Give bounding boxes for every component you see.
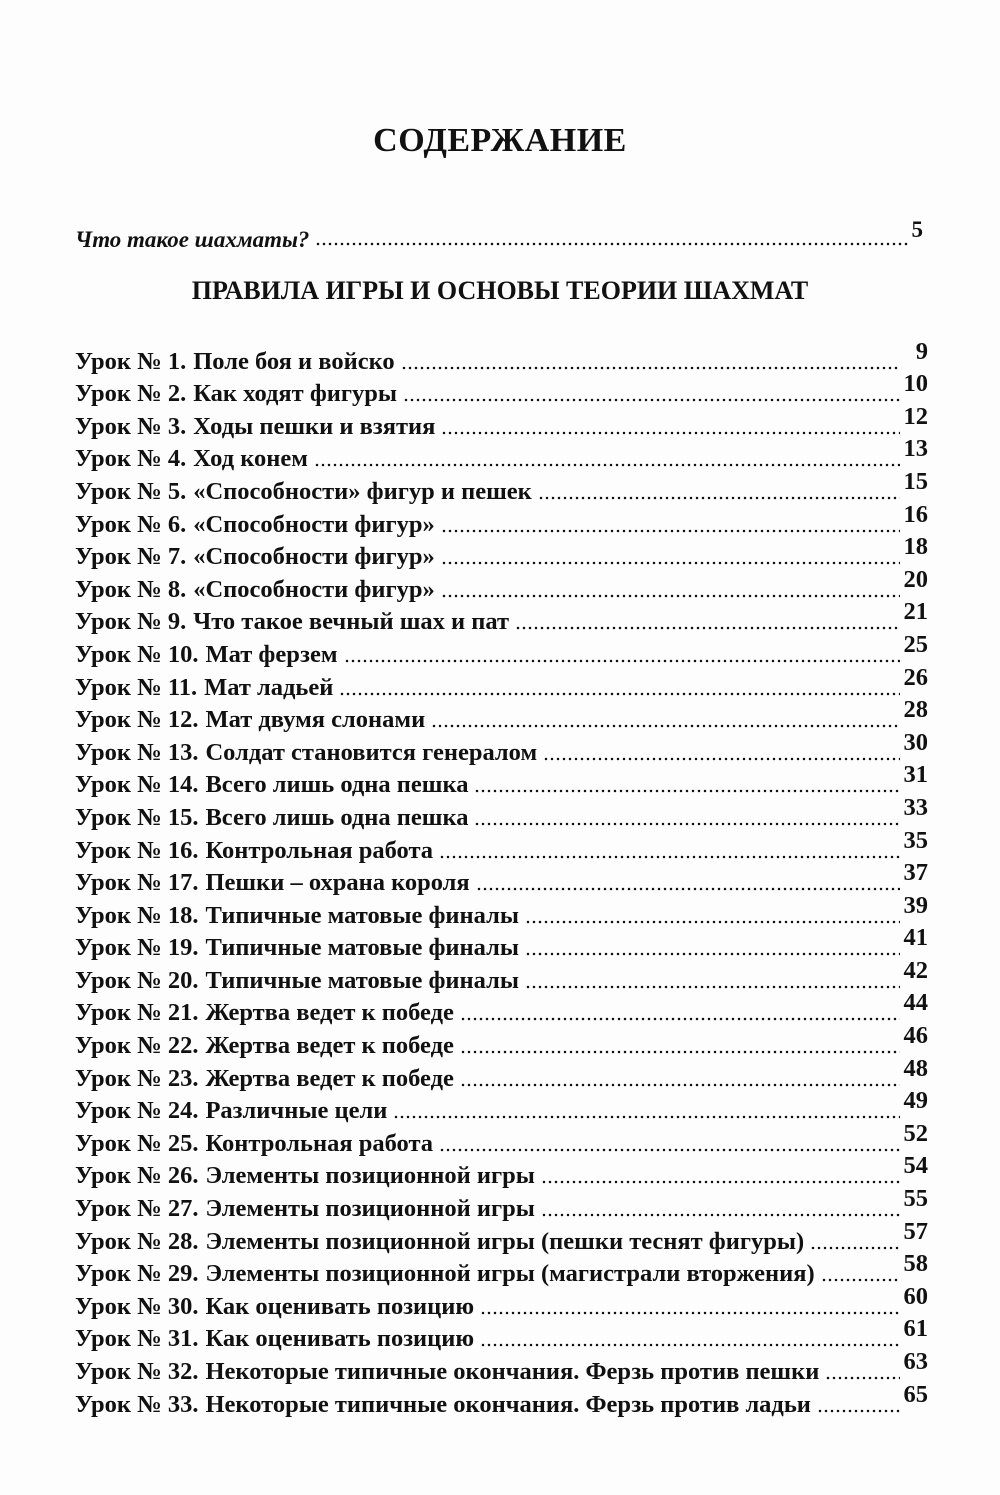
toc-entry[interactable] (75, 370, 928, 409)
lesson-number: Урок № 6. (75, 510, 187, 538)
dot-leader (538, 495, 900, 501)
toc-entry[interactable] (75, 337, 928, 376)
page-number: 42 (903, 956, 928, 984)
dot-leader (825, 1375, 899, 1381)
toc-entry[interactable] (75, 1250, 928, 1289)
lesson-number: Урок № 29. (75, 1260, 199, 1288)
lesson-number: Урок № 9. (75, 608, 187, 636)
dot-leader (441, 560, 900, 566)
lesson-number: Урок № 19. (75, 934, 199, 962)
dot-leader (543, 756, 899, 762)
dot-leader (525, 919, 900, 925)
dot-leader (480, 1342, 899, 1348)
page-number: 33 (903, 793, 928, 821)
lesson-title: «Способности» фигур и пешек (193, 477, 532, 505)
lesson-number: Урок № 28. (75, 1227, 199, 1255)
lesson-number: Урок № 17. (75, 869, 199, 897)
lesson-number: Урок № 22. (75, 1032, 199, 1060)
lesson-title: Как ходят фигуры (193, 380, 398, 408)
page-number: 48 (903, 1054, 928, 1082)
lesson-number: Урок № 24. (75, 1097, 199, 1125)
lesson-title: Как оценивать позицию (205, 1292, 475, 1320)
lesson-number: Урок № 4. (75, 445, 187, 473)
lesson-title: Ход конем (193, 445, 308, 473)
intro-page-number: 5 (911, 217, 923, 242)
lesson-number: Урок № 14. (75, 771, 199, 799)
page-number: 10 (903, 370, 928, 398)
lesson-number: Урок № 12. (75, 706, 199, 734)
dot-leader (480, 1310, 899, 1316)
page-number: 18 (903, 533, 928, 561)
lesson-number: Урок № 26. (75, 1162, 199, 1190)
page-number: 57 (903, 1217, 928, 1245)
lesson-number: Урок № 2. (75, 380, 187, 408)
page-number: 28 (903, 696, 928, 724)
page-number: 41 (903, 924, 928, 952)
dot-leader (821, 1277, 900, 1283)
dot-leader (315, 241, 907, 247)
lesson-title: Элементы позиционной игры (пешки теснят фигуры) (205, 1227, 805, 1255)
toc-entry[interactable] (75, 630, 928, 669)
lesson-title: Контрольная работа (205, 1129, 434, 1157)
dot-leader (403, 397, 899, 403)
lesson-title: «Способности фигур» (193, 575, 435, 603)
lesson-title: Типичные матовые финалы (205, 934, 519, 962)
lesson-number: Урок № 20. (75, 966, 199, 994)
lesson-number: Урок № 18. (75, 901, 199, 929)
page-number: 54 (903, 1152, 928, 1180)
toc-entry[interactable] (75, 728, 928, 767)
toc-entry[interactable] (75, 989, 928, 1028)
page-number: 26 (903, 663, 928, 691)
dot-leader (525, 951, 900, 957)
lesson-title: Всего лишь одна пешка (205, 771, 469, 799)
page-number: 49 (903, 1087, 928, 1115)
dot-leader (476, 886, 900, 892)
page-number: 61 (903, 1315, 928, 1343)
lesson-number: Урок № 25. (75, 1129, 199, 1157)
toc-entry[interactable] (75, 1380, 928, 1419)
table-of-contents (75, 337, 928, 1419)
toc-entry[interactable] (75, 1217, 928, 1256)
toc-entry[interactable] (75, 793, 928, 832)
toc-entry[interactable] (75, 956, 928, 995)
dot-leader (460, 1082, 900, 1088)
toc-entry[interactable] (75, 435, 928, 474)
lesson-number: Урок № 11. (75, 673, 198, 701)
dot-leader (541, 1212, 900, 1218)
page-number: 63 (903, 1348, 928, 1375)
lesson-number: Урок № 21. (75, 999, 199, 1027)
dot-leader (541, 1179, 900, 1185)
page-number: 35 (903, 826, 928, 854)
page-number: 9 (915, 337, 928, 365)
toc-entry[interactable] (75, 859, 928, 898)
page-number: 65 (903, 1380, 928, 1408)
section-title: ПРАВИЛА ИГРЫ И ОСНОВЫ ТЕОРИИ ШАХМАТ (191, 276, 809, 305)
page-number: 31 (903, 761, 928, 789)
toc-entry[interactable] (75, 467, 928, 506)
dot-leader (525, 984, 900, 990)
page-number: 55 (903, 1185, 928, 1213)
page-number: 13 (903, 435, 928, 463)
lesson-title: Как оценивать позицию (205, 1325, 475, 1353)
page-number: 25 (903, 630, 928, 658)
lesson-title: Контрольная работа (205, 836, 434, 864)
toc-entry[interactable] (75, 402, 928, 441)
toc-entry[interactable] (75, 924, 928, 963)
lesson-title: Некоторые типичные окончания. Ферзь против пешки (205, 1358, 820, 1385)
lesson-number: Урок № 7. (75, 543, 187, 571)
lesson-title: Поле боя и войско (193, 347, 395, 375)
dot-leader (441, 430, 899, 436)
lesson-number: Урок № 16. (75, 836, 199, 864)
lesson-title: Мат двумя слонами (205, 706, 426, 734)
dot-leader (474, 788, 899, 794)
lesson-title: Солдат становится генералом (205, 738, 538, 766)
lesson-number: Урок № 27. (75, 1195, 199, 1223)
toc-entry[interactable] (75, 1315, 928, 1354)
toc-entry[interactable] (75, 598, 928, 637)
page-number: 37 (903, 859, 928, 887)
dot-leader (439, 1147, 899, 1153)
lesson-title: Некоторые типичные окончания. Ферзь против ладьи (205, 1390, 811, 1418)
lesson-title: Жертва ведет к победе (205, 1064, 454, 1092)
toc-entry[interactable] (75, 1119, 928, 1158)
toc-entry[interactable] (75, 500, 928, 539)
page-number: 60 (903, 1282, 928, 1310)
toc-entry[interactable] (75, 533, 928, 572)
lesson-title: Что такое вечный шах и пат (193, 608, 510, 636)
toc-entry[interactable] (75, 696, 928, 735)
lesson-number: Урок № 8. (75, 575, 187, 603)
lesson-title: Типичные матовые финалы (205, 966, 519, 994)
dot-leader (460, 1049, 900, 1055)
dot-leader (439, 854, 899, 860)
dot-leader (460, 1016, 900, 1022)
dot-leader (810, 1245, 899, 1251)
dot-leader (344, 658, 900, 664)
dot-leader (393, 1114, 899, 1120)
toc-entry[interactable] (75, 1087, 928, 1126)
lesson-number: Урок № 30. (75, 1292, 199, 1320)
page-number: 12 (903, 402, 928, 430)
dot-leader (431, 723, 899, 729)
toc-entry[interactable] (75, 663, 928, 702)
lesson-title: Элементы позиционной игры (магистрали вторжения) (205, 1260, 815, 1288)
toc-entry[interactable] (75, 1185, 928, 1223)
page-number: 20 (903, 565, 928, 593)
lesson-title: «Способности фигур» (193, 510, 435, 538)
lesson-number: Урок № 32. (75, 1358, 199, 1385)
lesson-title: Мат ладьей (204, 673, 334, 701)
lesson-title: Элементы позиционной игры (205, 1195, 535, 1223)
lesson-title: Типичные матовые финалы (205, 901, 519, 929)
lesson-title: Элементы позиционной игры (205, 1162, 535, 1190)
toc-entry[interactable] (75, 1022, 928, 1060)
toc-entry[interactable] (75, 761, 928, 800)
page-number: 15 (903, 467, 928, 495)
toc-entry[interactable] (75, 1282, 928, 1321)
lesson-title: Различные цели (205, 1097, 388, 1125)
lesson-number: Урок № 23. (75, 1064, 199, 1092)
dot-leader (515, 625, 899, 631)
page-number: 21 (903, 598, 928, 626)
lesson-title: Пешки – охрана короля (205, 869, 470, 897)
dot-leader (441, 528, 900, 534)
dot-leader (314, 462, 900, 468)
page-number: 30 (903, 728, 928, 756)
page-title: СОДЕРЖАНИЕ (373, 122, 627, 159)
dot-leader (817, 1408, 900, 1414)
lesson-number: Урок № 15. (75, 803, 199, 831)
lesson-number: Урок № 33. (75, 1390, 199, 1418)
lesson-number: Урок № 3. (75, 412, 187, 440)
page-number: 39 (903, 891, 928, 919)
lesson-number: Урок № 31. (75, 1325, 199, 1353)
lesson-title: «Способности фигур» (193, 543, 435, 571)
lesson-number: Урок № 1. (75, 347, 187, 375)
page-number: 52 (903, 1119, 928, 1147)
lesson-number: Урок № 13. (75, 738, 199, 766)
lesson-title: Жертва ведет к победе (205, 1032, 454, 1060)
toc-entry[interactable] (75, 1054, 928, 1093)
lesson-title: Всего лишь одна пешка (205, 803, 469, 831)
intro-title: Что такое шахматы? (75, 227, 310, 252)
toc-entry[interactable] (75, 1348, 928, 1386)
toc-entry[interactable] (75, 891, 928, 930)
toc-entry[interactable] (75, 1152, 928, 1191)
dot-leader (441, 593, 900, 599)
page-number: 44 (903, 989, 928, 1017)
toc-entry[interactable] (75, 826, 928, 865)
dot-leader (474, 821, 899, 827)
lesson-title: Мат ферзем (205, 640, 338, 668)
page-number: 16 (903, 500, 928, 528)
lesson-number: Урок № 5. (75, 477, 187, 505)
lesson-title: Жертва ведет к победе (205, 999, 454, 1027)
dot-leader (339, 691, 899, 697)
toc-entry[interactable] (75, 565, 928, 604)
page-number: 46 (903, 1022, 928, 1050)
page-number: 58 (903, 1250, 928, 1278)
dot-leader (401, 365, 900, 371)
toc-intro-entry[interactable] (75, 213, 923, 253)
lesson-title: Ходы пешки и взятия (193, 412, 436, 440)
lesson-number: Урок № 10. (75, 640, 199, 668)
